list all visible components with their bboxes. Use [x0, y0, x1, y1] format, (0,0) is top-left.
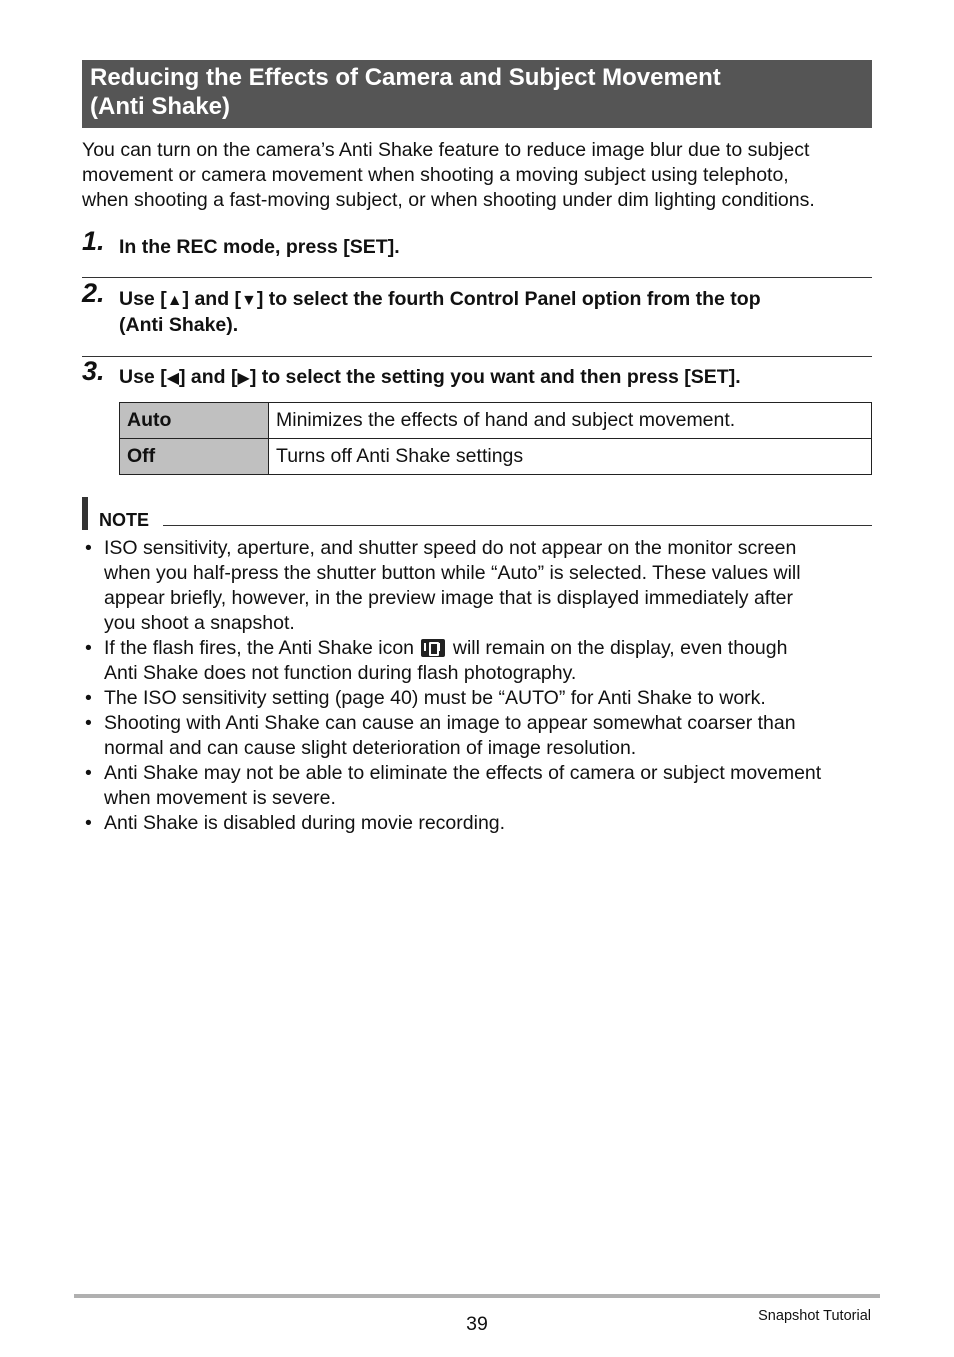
table-row [120, 439, 872, 475]
note-divider [163, 525, 872, 526]
note-line: Anti Shake may not be able to eliminate the effects of camera or subject movement [104, 762, 822, 784]
note-line: normal and can cause slight deterioration of image resolution. [104, 737, 637, 759]
anti-shake-settings-table [119, 402, 872, 475]
list-item [82, 811, 882, 836]
list-item [82, 636, 882, 686]
list-item [82, 686, 882, 711]
note-line: The ISO sensitivity setting (page 40) must be “AUTO” for Anti Shake to work. [104, 687, 766, 709]
setting-name: Auto [120, 403, 269, 439]
note-line: Anti Shake does not function during flash photography. [104, 662, 577, 684]
step-text-part: ] and [ [179, 366, 238, 388]
intro-line: movement or camera movement when shooting a moving subject using telephoto, [82, 164, 789, 186]
intro-paragraph [82, 138, 882, 213]
step-text-line-2: (Anti Shake). [119, 314, 239, 336]
note-text: If the flash fires, the Anti Shake icon [104, 637, 415, 659]
note-line: you shoot a snapshot. [104, 612, 295, 634]
step-number: 3. [82, 356, 105, 386]
step-text-part: Use [ [119, 288, 167, 310]
step-text-part: Use [ [119, 366, 167, 388]
section-title-line-1: Reducing the Effects of Camera and Subject Movement [90, 64, 721, 91]
note-line: ISO sensitivity, aperture, and shutter speed do not appear on the monitor screen [104, 537, 797, 559]
step-number: 2. [82, 278, 105, 308]
bullet: • [85, 637, 92, 659]
footer-divider [74, 1294, 880, 1298]
table-row [120, 403, 872, 439]
up-arrow-icon: ▲ [166, 292, 183, 309]
step-text-part: ] and [ [182, 288, 242, 310]
bullet: • [85, 812, 92, 834]
list-item [82, 536, 882, 636]
note-marker-bar [82, 497, 88, 530]
list-item [82, 711, 882, 761]
footer-section-title: Snapshot Tutorial [758, 1308, 871, 1324]
note-text: will remain on the display, even though [452, 637, 788, 659]
step-text: In the REC mode, press [SET]. [119, 236, 400, 258]
note-line: appear briefly, however, in the preview image that is displayed immediately after [104, 587, 793, 609]
note-list [82, 536, 882, 836]
intro-line: when shooting a fast-moving subject, or when shooting under dim lighting conditions. [82, 189, 815, 211]
note-line: when you half-press the shutter button while “Auto” is selected. These values will [104, 562, 801, 584]
step-text-part: ] to select the fourth Control Panel option from the top [256, 288, 761, 310]
anti-shake-icon [421, 639, 445, 657]
setting-description: Turns off Anti Shake settings [269, 439, 872, 475]
step-text [119, 286, 761, 314]
section-title-line-2: (Anti Shake) [90, 93, 231, 120]
note-line: Shooting with Anti Shake can cause an image to appear somewhat coarser than [104, 712, 796, 734]
setting-description: Minimizes the effects of hand and subject movement. [269, 403, 872, 439]
note-line: when movement is severe. [104, 787, 336, 809]
note-line [104, 636, 882, 661]
page-number: 39 [466, 1313, 488, 1335]
step-divider [82, 277, 872, 278]
down-arrow-icon: ▼ [241, 292, 257, 309]
step-divider [82, 356, 872, 357]
right-arrow-icon: ▶ [237, 370, 250, 387]
bullet: • [85, 762, 92, 784]
intro-line: You can turn on the camera’s Anti Shake feature to reduce image blur due to subject [82, 139, 810, 161]
note-heading: NOTE [99, 510, 150, 530]
bullet: • [85, 712, 92, 734]
bullet: • [85, 687, 92, 709]
step-text [119, 364, 741, 392]
step-number: 1. [82, 226, 105, 256]
left-arrow-icon: ◀ [166, 370, 179, 387]
section-title-bar [82, 60, 872, 128]
list-item [82, 761, 882, 811]
bullet: • [85, 537, 92, 559]
setting-name: Off [120, 439, 269, 475]
note-line: Anti Shake is disabled during movie recording. [104, 812, 506, 834]
step-text-part: ] to select the setting you want and then press [SET]. [249, 366, 741, 388]
